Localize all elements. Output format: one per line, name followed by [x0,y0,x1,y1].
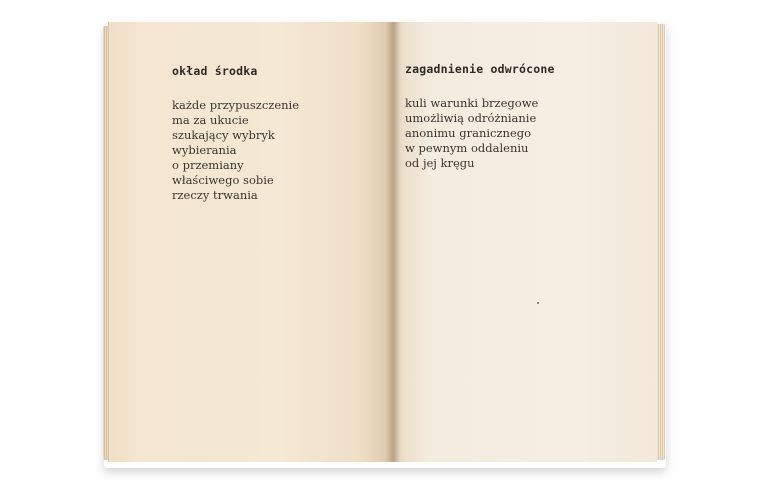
poem-line: właściwego sobie [172,173,274,187]
poem-line: szukający wybryk [172,128,275,142]
right-poem-title: zagadnienie odwrócone [405,62,555,76]
left-poem-lines [172,98,299,203]
poem-line: wybierania [172,143,237,157]
paper-speck [537,302,539,304]
right-page-edges [657,24,665,460]
left-poem [172,64,299,203]
right-poem-lines [405,96,555,171]
right-poem [405,62,555,171]
left-page [108,22,393,462]
poem-line: o przemiany [172,158,244,172]
left-poem-title: okład środka [172,64,258,78]
right-page [393,22,657,462]
book-spine [386,22,400,462]
poem-line: umożliwią odróżnianie [405,111,537,125]
poem-line: każde przypuszczenie [172,98,300,112]
poem-line: w pewnym oddaleniu [405,141,529,155]
poem-line: od jej kręgu [405,156,475,170]
poem-line: rzeczy trwania [172,188,258,202]
poem-line: anonimu granicznego [405,126,532,140]
poem-line: kuli warunki brzegowe [405,96,539,110]
poem-line: ma za ukucie [172,113,249,127]
